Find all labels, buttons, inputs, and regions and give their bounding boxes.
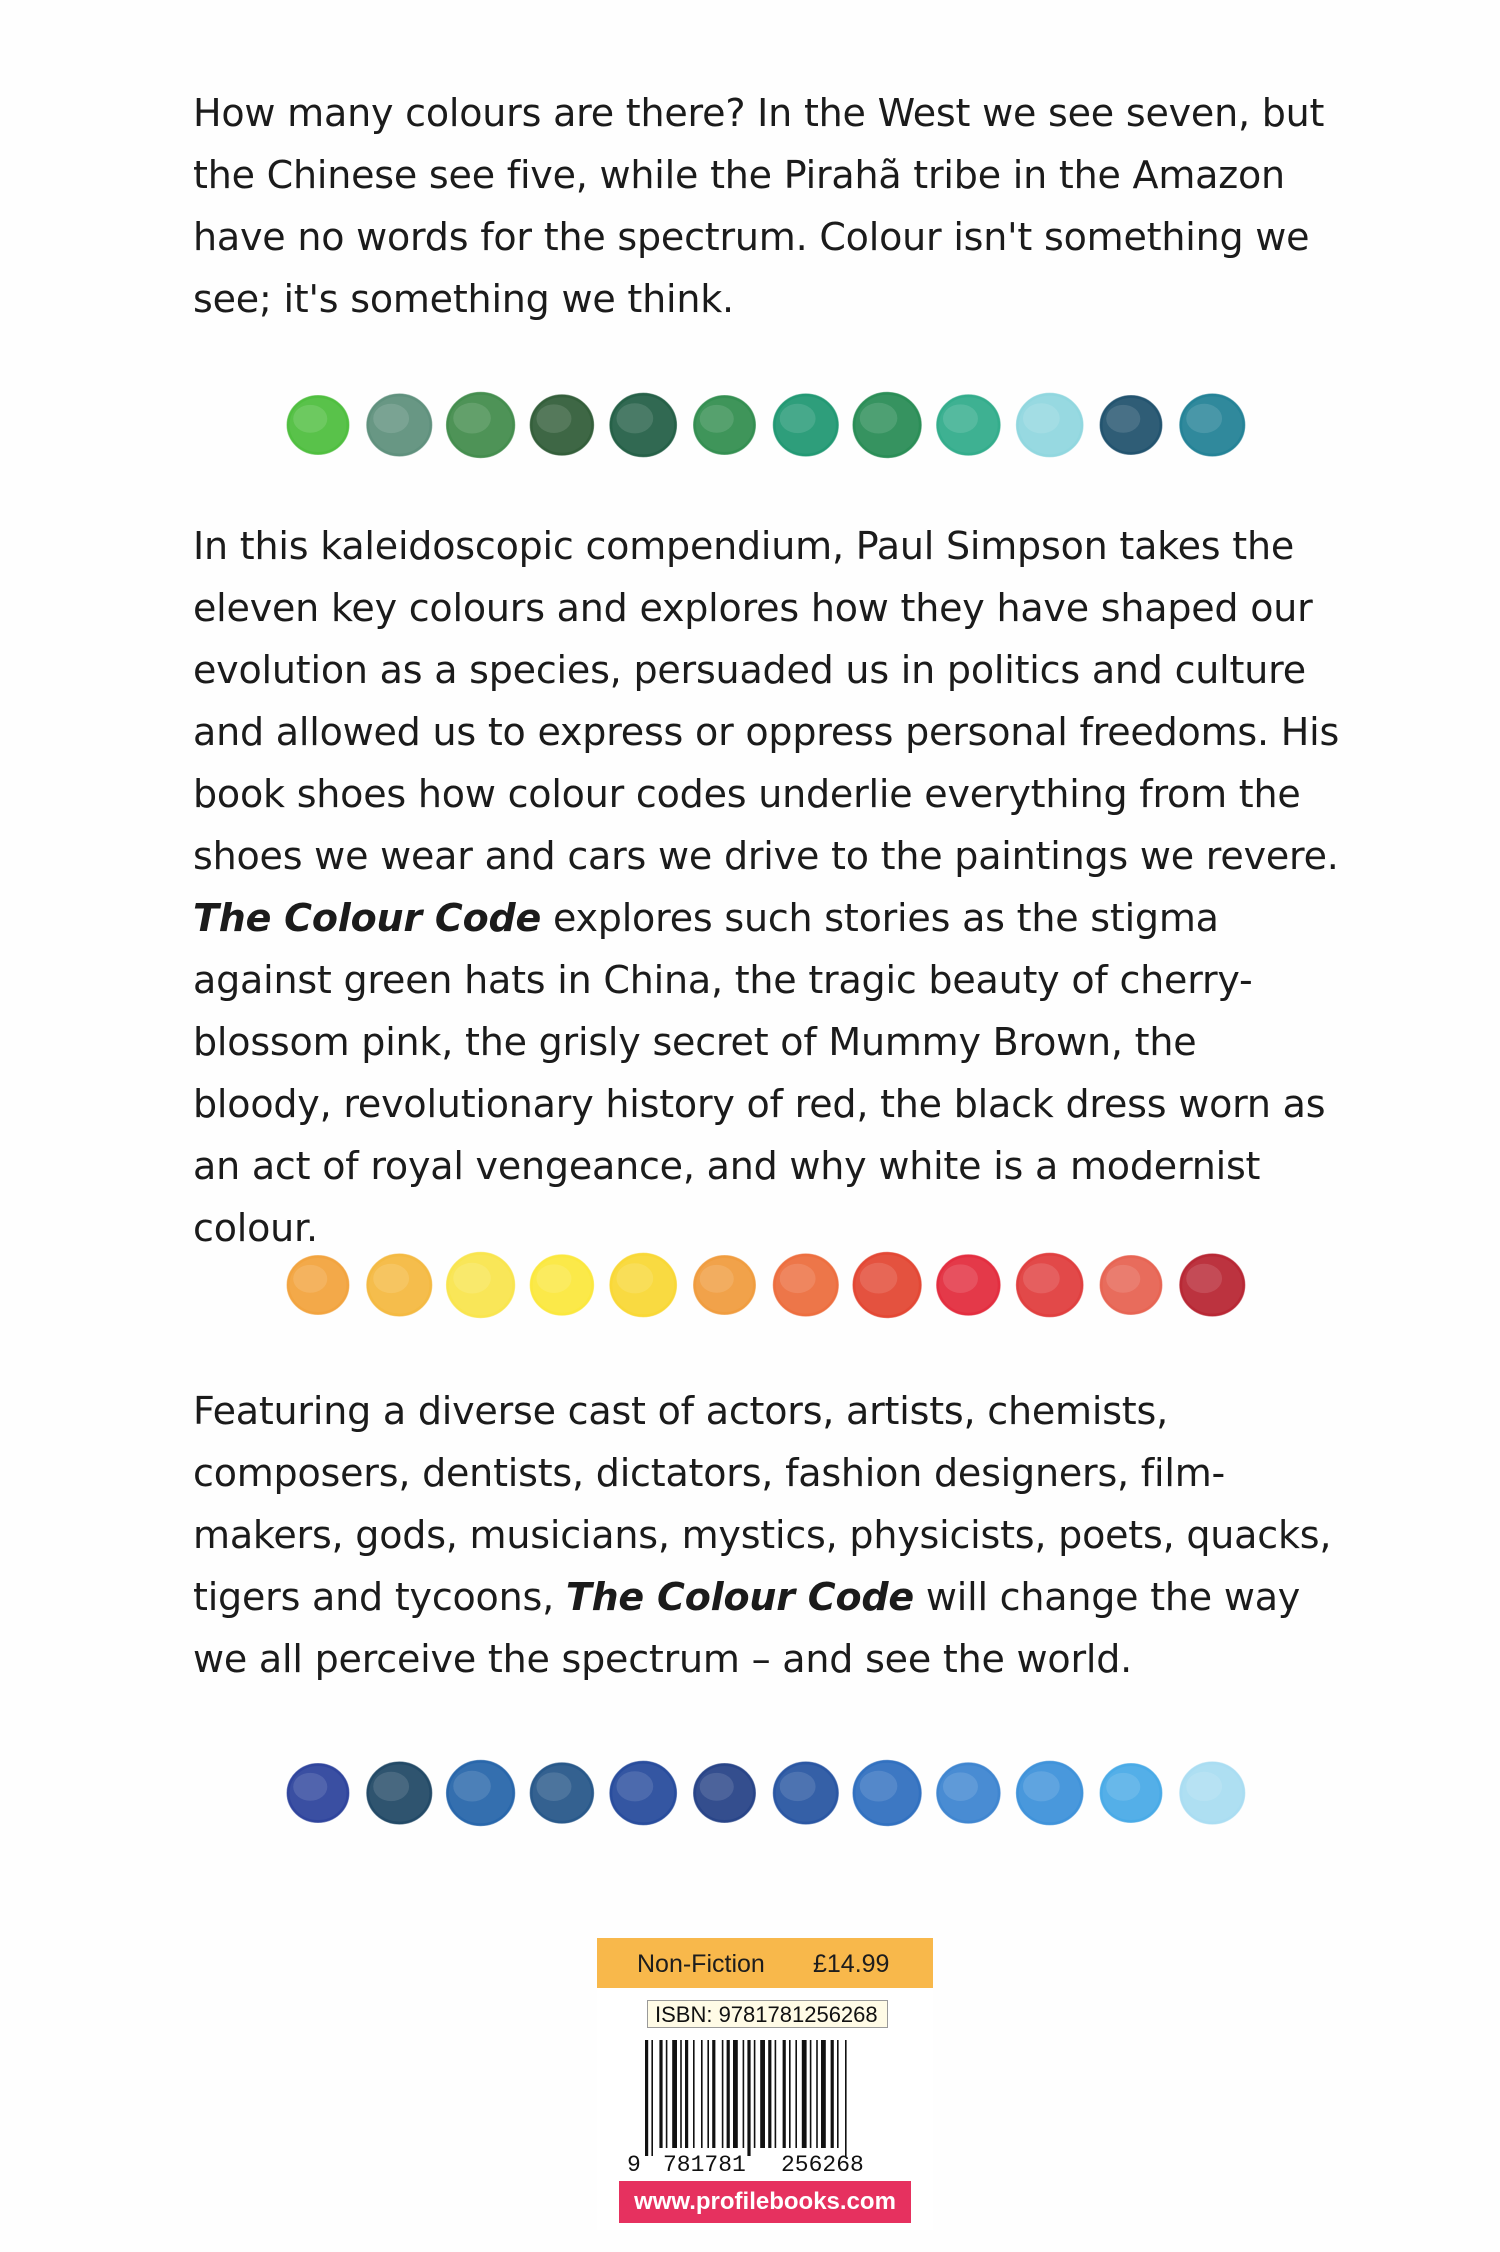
blue-swatch-8	[853, 1760, 921, 1825]
barcode-bar	[789, 2040, 791, 2148]
blurb-body	[193, 515, 1343, 1259]
barcode-bar	[659, 2040, 662, 2148]
green-swatch-3	[446, 392, 514, 457]
blue-swatch-7	[773, 1762, 838, 1824]
blue-swatch-10	[1016, 1761, 1083, 1825]
barcode-bar	[666, 2040, 668, 2148]
green-swatch-2	[367, 394, 432, 456]
green-swatch-7	[773, 394, 838, 456]
green-swatch-1	[287, 396, 349, 455]
green-swatch-9	[937, 395, 1001, 456]
warm-swatch-4	[530, 1255, 594, 1316]
warm-swatch-5	[610, 1253, 677, 1317]
barcode-bar	[816, 2040, 818, 2148]
blurb-intro	[193, 82, 1343, 330]
barcode-bar	[727, 2040, 730, 2148]
barcode-bar	[802, 2040, 807, 2148]
barcode-bar	[645, 2040, 648, 2156]
barcode-bar	[821, 2040, 826, 2148]
barcode-bar	[733, 2040, 738, 2148]
publisher-url: www.profilebooks.com	[619, 2181, 911, 2223]
blue-swatch-5	[610, 1761, 677, 1825]
blurb-body-text-b: explores such stories as the stigma against green hats in China, the tragic beauty of cherry-blossom pink, the grisly secret of Mummy Brown, the bloody, revolutionary history of red, the black dress worn as an act of royal vengeance, and why white is a modernist colour.	[193, 896, 1326, 1250]
green-swatch-4	[530, 395, 594, 456]
green-swatch-5	[610, 393, 677, 457]
price-label: £14.99	[813, 1950, 890, 1978]
barcode-bar	[743, 2040, 745, 2148]
blue-swatch-12	[1180, 1762, 1245, 1824]
warm-swatch-11	[1100, 1256, 1162, 1315]
warm-swatch-1	[287, 1256, 349, 1315]
barcode-digits-right: 256268	[781, 2152, 864, 2178]
blue-swatches-svg	[0, 1748, 1500, 1838]
warm-swatch-3	[446, 1252, 514, 1317]
blue-swatch-3	[446, 1760, 514, 1825]
warm-swatch-9	[937, 1255, 1001, 1316]
blue-swatch-4	[530, 1763, 594, 1824]
warm-swatch-12	[1180, 1254, 1245, 1316]
green-swatch-12	[1180, 394, 1245, 456]
category-label: Non-Fiction	[637, 1950, 765, 1978]
barcode-bar	[651, 2040, 653, 2156]
barcode-bar	[754, 2040, 756, 2148]
barcode-bar	[722, 2040, 724, 2148]
blurb-intro-text: How many colours are there? In the West we see seven, but the Chinese see five, while the Pirahã tribe in the Amazon have no words for the spectrum. Colour isn't something we see; it's something we think.	[193, 91, 1325, 321]
green-swatch-row	[0, 380, 1500, 470]
blue-swatch-11	[1100, 1764, 1162, 1823]
barcode-bar	[747, 2040, 750, 2156]
warm-swatch-6	[694, 1256, 756, 1315]
blurb-body-text-a: In this kaleidoscopic compendium, Paul Simpson takes the eleven key colours and explores how they have shaped our evolution as a species, persuaded us in politics and culture and allowed us to express or oppress personal freedoms. His book shoes how colour codes underlie everything from the shoes we wear and cars we drive to the paintings we revere.	[193, 524, 1340, 878]
barcode-digits-left: 781781	[663, 2152, 746, 2178]
warm-swatch-7	[773, 1254, 838, 1316]
barcode-bar	[680, 2040, 682, 2148]
barcode-bar	[837, 2040, 839, 2148]
barcode	[597, 1938, 933, 2178]
barcode-bar	[845, 2040, 847, 2156]
barcode-bar	[783, 2040, 786, 2148]
blue-swatch-9	[937, 1763, 1001, 1824]
barcode-bar	[810, 2040, 812, 2148]
barcode-bar	[672, 2040, 677, 2148]
book-title-inline: The Colour Code	[565, 1575, 914, 1619]
warm-swatch-10	[1016, 1253, 1083, 1317]
warm-swatch-2	[367, 1254, 432, 1316]
green-swatch-10	[1016, 393, 1083, 457]
barcode-bar	[760, 2040, 765, 2148]
barcode-bar	[768, 2040, 771, 2148]
isbn-label: ISBN: 9781781256268	[655, 2002, 878, 2027]
blurb-closing	[193, 1380, 1343, 1690]
green-swatch-11	[1100, 396, 1162, 455]
blue-swatch-row	[0, 1748, 1500, 1838]
barcode-bar	[712, 2040, 715, 2148]
barcode-bar	[707, 2040, 709, 2148]
barcode-bar	[795, 2040, 797, 2148]
book-title-inline: The Colour Code	[193, 896, 542, 940]
blue-swatch-6	[694, 1764, 756, 1823]
blurb-closing-text-b: will change the way we all perceive the spectrum – and see the world.	[193, 1575, 1301, 1681]
barcode-bar	[831, 2040, 834, 2148]
green-swatch-8	[853, 392, 921, 457]
barcode-sticker	[597, 1938, 933, 2230]
warm-swatch-row	[0, 1240, 1500, 1330]
barcode-bar	[693, 2040, 695, 2148]
warm-swatches-svg	[0, 1240, 1500, 1330]
green-swatches-svg	[0, 380, 1500, 470]
barcode-bar	[775, 2040, 777, 2148]
warm-swatch-8	[853, 1252, 921, 1317]
barcode-bar	[701, 2040, 703, 2148]
barcode-bar	[685, 2040, 688, 2148]
blurb-closing-text-a: Featuring a diverse cast of actors, artists, chemists, composers, dentists, dictators, fashion designers, film-makers, gods, musicians, mystics, physicists, poets, quacks, tigers and tycoons,	[193, 1389, 1332, 1619]
green-swatch-6	[694, 396, 756, 455]
barcode-digit-lead: 9	[627, 2152, 641, 2178]
blue-swatch-2	[367, 1762, 432, 1824]
blue-swatch-1	[287, 1764, 349, 1823]
